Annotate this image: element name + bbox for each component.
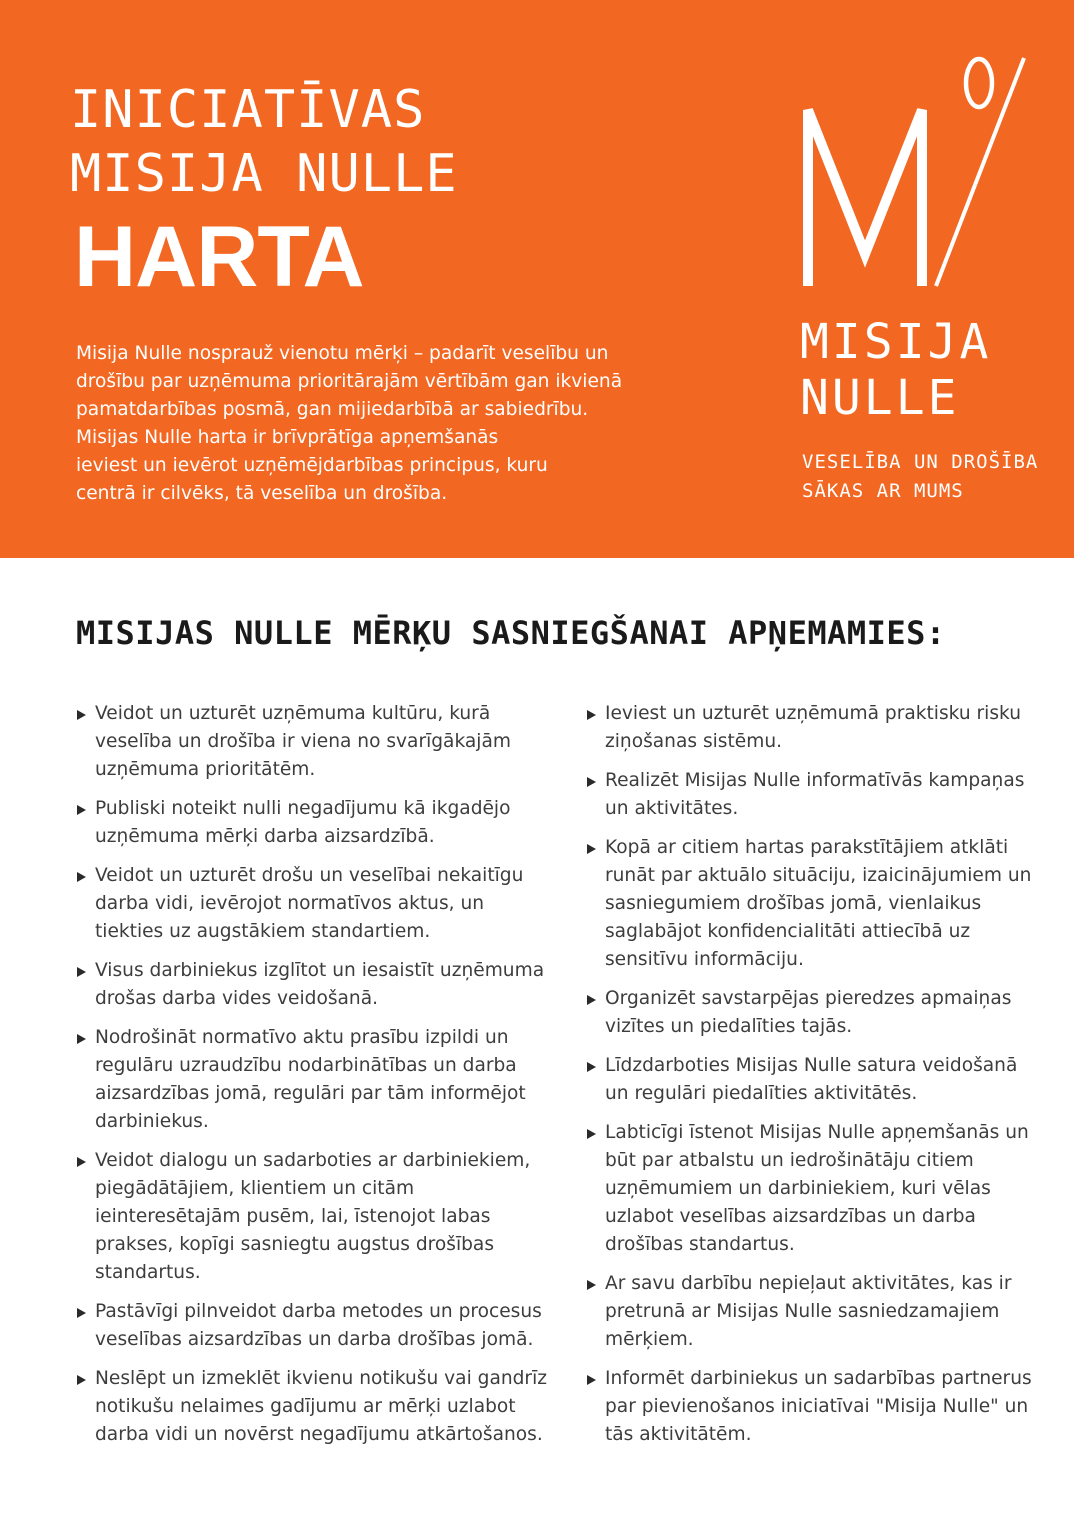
commitments-left-column (76, 700, 566, 1460)
commitment-text-line: Ar savu darbību nepieļaut aktivitātes, kas ir (605, 1273, 1012, 1294)
bullet-triangle-icon (587, 844, 596, 854)
commitment-text-line: sensitīvu informāciju. (605, 949, 804, 970)
commitment-text-line: darba vidi, ievērojot normatīvos aktus, un (95, 893, 485, 914)
commitment-text-line: veselības aizsardzības un darba drošības jomā. (95, 1329, 534, 1350)
intro-paragraph (76, 340, 656, 508)
commitment-text-line: Veidot un uzturēt drošu un veselībai nekaitīgu (95, 865, 524, 886)
commitment-text-line: pretrunā ar Misijas Nulle sasniedzamajiem (605, 1301, 1000, 1322)
title-line-2: MISIJA NULLE (70, 144, 458, 204)
m-zero-logo-icon (796, 48, 1036, 298)
bullet-triangle-icon (77, 805, 86, 815)
commitment-text-line: prakses, kopīgi sasniegtu augstus drošības (95, 1234, 495, 1255)
commitment-text-line: ziņošanas sistēmu. (605, 731, 783, 752)
commitment-text-line: uzņēmuma mērķi darba aizsardzībā. (95, 826, 435, 847)
commitment-text-line: Nodrošināt normatīvo aktu prasību izpildi un (95, 1027, 509, 1048)
commitment-text-line: veselība un drošība ir viena no svarīgākajām (95, 731, 511, 752)
commitment-text-line: drošas darba vides veidošanā. (95, 988, 379, 1009)
commitment-text-line: piegādātājiem, klientiem un citām (95, 1178, 415, 1199)
bullet-triangle-icon (587, 1129, 596, 1139)
bullet-triangle-icon (77, 710, 86, 720)
commitment-text-line: Informēt darbiniekus un sadarbības partnerus (605, 1368, 1032, 1389)
title-line-1: INICIATĪVAS (70, 80, 426, 140)
logo-word-nulle: NULLE (800, 370, 960, 426)
commitment-text-line: runāt par aktuālo situāciju, izaicinājumiem un (605, 865, 1032, 886)
section-title: MISIJAS NULLE MĒRĶU SASNIEGŠANAI APŅEMAMIES: (76, 614, 946, 652)
intro-line: Misijas Nulle harta ir brīvprātīga apņemšanās (76, 427, 499, 448)
bullet-triangle-icon (587, 1280, 596, 1290)
commitment-text-line: notikušu nelaimes gadījumu ar mērķi uzlabot (95, 1396, 516, 1417)
commitment-text-line: un aktivitātes. (605, 798, 739, 819)
logo-word-misija: MISIJA (800, 314, 992, 370)
commitment-text-line: saglabājot konfidencialitāti attiecībā uz (605, 921, 971, 942)
commitment-text-line: Pastāvīgi pilnveidot darba metodes un procesus (95, 1301, 542, 1322)
commitment-item (586, 1052, 1056, 1108)
commitment-text-line: Publiski noteikt nulli negadījumu kā ikgadējo (95, 798, 511, 819)
commitment-item (586, 1270, 1056, 1354)
commitment-text-line: Veidot un uzturēt uzņēmuma kultūru, kurā (95, 703, 491, 724)
commitment-text-line: Līdzdarboties Misijas Nulle satura veidošanā (605, 1055, 1018, 1076)
commitment-text-line: Veidot dialogu un sadarboties ar darbiniekiem, (95, 1150, 531, 1171)
commitment-text-line: drošības standartus. (605, 1234, 795, 1255)
commitment-item (76, 1147, 566, 1287)
commitment-item (76, 1298, 566, 1354)
commitment-item (76, 700, 566, 784)
commitment-text-line: Realizēt Misijas Nulle informatīvās kampaņas (605, 770, 1025, 791)
commitment-item (76, 862, 566, 946)
bullet-triangle-icon (77, 1375, 86, 1385)
bullet-triangle-icon (77, 872, 86, 882)
commitment-text-line: uzņēmumiem un darbiniekiem, kuri vēlas (605, 1178, 991, 1199)
bullet-triangle-icon (77, 1308, 86, 1318)
bullet-triangle-icon (587, 1375, 596, 1385)
commitment-text-line: Kopā ar citiem hartas parakstītājiem atklāti (605, 837, 1009, 858)
commitment-text-line: Neslēpt un izmeklēt ikvienu notikušu vai gandrīz (95, 1368, 548, 1389)
commitments-right-column (586, 700, 1056, 1460)
commitment-text-line: regulāru uzraudzību nodarbinātības un darba (95, 1055, 517, 1076)
bullet-triangle-icon (587, 995, 596, 1005)
commitment-text-line: Visus darbiniekus izglītot un iesaistīt uzņēmuma (95, 960, 545, 981)
commitment-text-line: standartus. (95, 1262, 201, 1283)
commitment-text-line: mērķiem. (605, 1329, 694, 1350)
bullet-triangle-icon (587, 1062, 596, 1072)
page-title: HARTA (74, 209, 364, 305)
commitment-text-line: Ieviest un uzturēt uzņēmumā praktisku risku (605, 703, 1022, 724)
commitment-item (586, 834, 1056, 974)
tagline-line-1: VESELĪBA UN DROŠĪBA (802, 451, 1039, 473)
commitment-item (76, 1365, 566, 1449)
commitment-item (586, 985, 1056, 1041)
commitment-item (76, 795, 566, 851)
commitment-text-line: Labticīgi īstenot Misijas Nulle apņemšanās un (605, 1122, 1029, 1143)
bullet-triangle-icon (587, 710, 596, 720)
commitment-item (586, 700, 1056, 756)
commitment-text-line: darba vidi un novērst negadījumu atkārtošanos. (95, 1424, 543, 1445)
commitment-text-line: Organizēt savstarpējas pieredzes apmaiņas (605, 988, 1012, 1009)
commitment-text-line: uzlabot veselības aizsardzības un darba (605, 1206, 976, 1227)
commitment-text-line: ieinteresētajām pusēm, lai, īstenojot labas (95, 1206, 491, 1227)
bullet-triangle-icon (587, 777, 596, 787)
commitment-item (586, 1119, 1056, 1259)
commitment-text-line: tās aktivitātēm. (605, 1424, 752, 1445)
commitment-text-line: vizītes un piedalīties tajās. (605, 1016, 853, 1037)
header-banner (0, 0, 1074, 558)
commitment-item (586, 767, 1056, 823)
intro-line: drošību par uzņēmuma prioritārajām vērtībām gan ikvienā (76, 371, 623, 392)
intro-line: Misija Nulle nosprauž vienotu mērķi – padarīt veselību un (76, 343, 609, 364)
commitment-text-line: aizsardzības jomā, regulāri par tām informējot (95, 1083, 526, 1104)
commitment-text-line: uzņēmuma prioritātēm. (95, 759, 316, 780)
commitment-text-line: sasniegumiem drošības jomā, vienlaikus (605, 893, 982, 914)
commitment-text-line: darbiniekus. (95, 1111, 209, 1132)
bullet-triangle-icon (77, 967, 86, 977)
commitment-item (76, 957, 566, 1013)
tagline-line-2: SĀKAS AR MUMS (802, 480, 964, 502)
commitment-text-line: par pievienošanos iniciatīvai "Misija Nulle" un (605, 1396, 1029, 1417)
bullet-triangle-icon (77, 1157, 86, 1167)
intro-line: pamatdarbības posmā, gan mijiedarbībā ar sabiedrību. (76, 399, 589, 420)
commitment-item (586, 1365, 1056, 1449)
intro-line: centrā ir cilvēks, tā veselība un drošība. (76, 483, 448, 504)
commitment-text-line: tiekties uz augstākiem standartiem. (95, 921, 431, 942)
bullet-triangle-icon (77, 1034, 86, 1044)
intro-line: ieviest un ievērot uzņēmējdarbības principus, kuru (76, 455, 548, 476)
commitment-text-line: un regulāri piedalīties aktivitātēs. (605, 1083, 918, 1104)
commitment-text-line: būt par atbalstu un iedrošinātāju citiem (605, 1150, 974, 1171)
commitment-item (76, 1024, 566, 1136)
